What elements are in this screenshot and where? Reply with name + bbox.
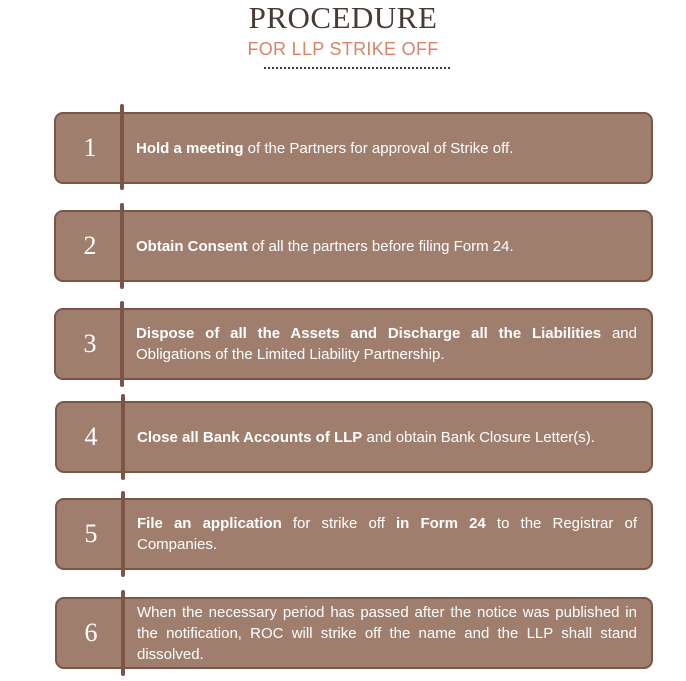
step-divider — [121, 491, 125, 577]
step-text-bold: File an application — [137, 515, 282, 532]
step-divider — [120, 104, 124, 190]
step-text-bold: Dispose of all the Assets and Discharge all the Liabilities — [136, 325, 602, 342]
step-text-bold: in Form 24 — [396, 515, 486, 532]
step-divider — [120, 301, 124, 387]
step-text-regular: of the Partners for approval of Strike off. — [243, 139, 514, 157]
step-divider — [121, 394, 125, 480]
step-5 — [55, 498, 653, 570]
step-2 — [54, 210, 653, 282]
step-text — [136, 114, 637, 182]
step-number: 2 — [83, 231, 97, 260]
page-subtitle: FOR LLP STRIKE OFF — [247, 39, 439, 59]
step-3 — [54, 308, 653, 380]
step-text — [137, 500, 637, 568]
step-number: 3 — [83, 329, 97, 358]
step-text-regular: and obtain Bank Closure Letter(s). — [362, 428, 595, 446]
step-text-bold: Hold a meeting — [136, 139, 244, 157]
step-number: 5 — [84, 519, 98, 548]
step-4 — [55, 401, 653, 473]
step-text — [137, 599, 637, 667]
step-text — [137, 403, 637, 471]
step-text-regular: When the necessary period has passed after the notice was published in the notification, ROC will strike off the name and the LLP shall stand dissolved. — [137, 603, 637, 663]
step-text-regular: to the Registrar of Companies. — [137, 515, 637, 553]
step-1 — [54, 112, 653, 184]
step-text-bold: Close all Bank Accounts of LLP — [137, 428, 363, 446]
step-number: 1 — [83, 133, 97, 162]
step-divider — [120, 203, 124, 289]
step-text — [136, 310, 637, 378]
step-number: 6 — [84, 618, 98, 647]
step-number: 4 — [84, 422, 98, 451]
step-text — [136, 212, 637, 280]
step-text-regular: and Obligations of the Limited Liability Partnership. — [136, 325, 637, 363]
dotted-divider — [263, 66, 451, 70]
step-text-bold: Obtain Consent — [136, 237, 248, 255]
step-text-regular: of all the partners before filing Form 24. — [247, 237, 514, 255]
step-6 — [55, 597, 653, 669]
page-title: PROCEDURE — [248, 0, 438, 35]
step-text-regular: for strike off — [281, 515, 397, 532]
step-divider — [121, 590, 125, 676]
